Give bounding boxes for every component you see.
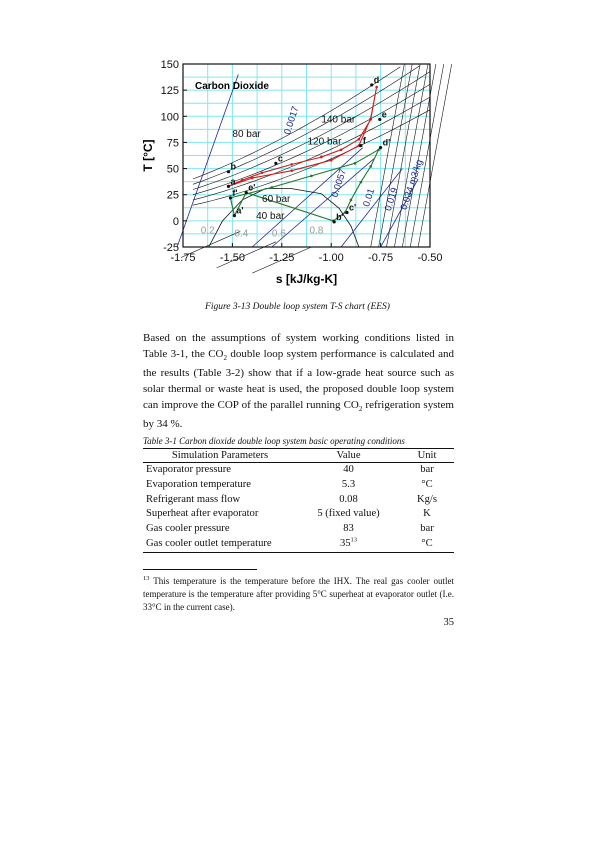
param-cell: Superheat after evaporator (146, 508, 259, 520)
paragraph-part-2: double loop system performance is calculated and the results (Table 3-2) show that if a low-grade heat source such as solar thermal or waste heat is used, the proposed double loop system can improve the COP of the parallel running CO (143, 347, 454, 411)
isobar-label: 120 bar (307, 136, 342, 148)
x-tick-label: -1.00 (318, 252, 344, 264)
table-row (143, 522, 454, 537)
series-point (369, 117, 372, 120)
unit-cell: K (423, 508, 431, 520)
y-tick-label: 0 (172, 215, 179, 228)
series-point (354, 162, 357, 165)
isobar-label: 60 bar (262, 194, 291, 206)
param-cell: Evaporator pressure (146, 464, 232, 475)
paragraph-part-1: Based on the assumptions of system working conditions listed in Table 3-1, the CO (143, 332, 454, 360)
state-point-label: a (230, 176, 236, 187)
state-point-label: b (230, 161, 236, 172)
isochore-label: 0.0017 (282, 104, 302, 137)
param-cell: Evaporation temperature (146, 478, 252, 490)
chart-series (227, 86, 380, 222)
series-point (375, 86, 378, 89)
y-tick-label: 50 (166, 163, 179, 176)
operating-conditions-table (143, 448, 454, 553)
isochore-label: 0.01 (361, 187, 378, 209)
figure-caption: Figure 3-13 Double loop system T-S chart (EES) (205, 302, 390, 312)
series-point (310, 175, 313, 178)
value-cell (297, 478, 400, 493)
x-tick-label: -0.50 (417, 252, 443, 264)
quality-label: 0.8 (309, 225, 324, 237)
page-number: 35 (443, 617, 454, 628)
state-point-label: c (277, 153, 283, 164)
series-point (340, 148, 343, 151)
series-point (261, 171, 264, 174)
series-point (350, 199, 353, 202)
series-point (241, 179, 244, 182)
series-point (290, 163, 293, 166)
footnote-rule (143, 569, 257, 570)
paragraph-part-3: refrigeration system by 34 %. (143, 398, 454, 431)
table-row (143, 537, 454, 552)
series-point (369, 165, 372, 168)
isobar-label: 40 bar (256, 210, 285, 222)
footnote-text: This temperature is the temperature before the IHX. The real gas cooler outlet temperature is the temperature after providing 5°C superheat at evaporator outlet (I.e. 33°C in the current case). (143, 576, 454, 612)
state-point-label: d' (382, 137, 391, 148)
state-point-label: d (373, 74, 380, 85)
isobar-line (193, 97, 430, 200)
y-tick-label: 25 (166, 189, 179, 202)
series-point (330, 159, 333, 162)
series-point (320, 156, 323, 159)
y-axis-label: T [°C] (141, 139, 155, 172)
value-cell (297, 463, 400, 478)
series-point (251, 177, 254, 180)
series-point (271, 186, 274, 189)
value-text: 5.3 (341, 478, 356, 490)
value-cell (297, 537, 400, 552)
series-point (290, 169, 293, 172)
isochore-label: 0.0057 (329, 167, 349, 199)
value-cell (297, 522, 400, 537)
value-cell (297, 493, 400, 508)
param-cell: Refrigerant mass flow (146, 493, 241, 505)
param-cell: Gas cooler pressure (146, 523, 230, 535)
state-point-label: b' (336, 211, 344, 222)
state-point-label: c' (349, 202, 357, 213)
x-tick-label: -1.75 (170, 252, 196, 264)
ts-chart (0, 0, 595, 300)
header-parameters: Simulation Parameters (143, 449, 297, 463)
table-row (143, 493, 454, 508)
state-point-label: f (362, 135, 366, 146)
unit-cell: bar (420, 464, 434, 475)
table-caption: Table 3-1 Carbon dioxide double loop system basic operating conditions (143, 436, 405, 446)
series-point (360, 181, 363, 184)
y-tick-label: 125 (160, 85, 179, 98)
y-tick-label: 150 (160, 59, 179, 71)
series-point (358, 138, 361, 141)
y-tick-label: -25 (163, 242, 179, 254)
value-cell (297, 507, 400, 522)
unit-cell: Kg/s (416, 493, 437, 505)
chart-title: Carbon Dioxide (195, 81, 269, 93)
quality-label: 0.6 (271, 228, 286, 240)
value-text: 35 (339, 537, 351, 549)
header-value: Value (297, 449, 400, 463)
state-point-label: a' (236, 205, 244, 216)
x-axis-label: s [kJ/kg-K] (275, 272, 338, 286)
quality-label: 0.4 (234, 228, 249, 240)
body-paragraph (143, 331, 454, 433)
value-text: 5 (fixed value) (317, 508, 380, 520)
table-row (143, 478, 454, 493)
subscript-2b: 2 (358, 404, 363, 413)
value-text: 40 (343, 464, 354, 475)
state-point-label: e' (248, 182, 256, 193)
y-tick-label: 100 (160, 111, 179, 124)
isochore-label: 0.034 m3/kg (398, 158, 426, 212)
isobar-label: 80 bar (232, 129, 261, 141)
value-text: 0.08 (339, 493, 358, 505)
unit-cell: bar (420, 523, 434, 535)
x-tick-label: -1.25 (269, 252, 295, 264)
param-cell: Gas cooler outlet temperature (143, 537, 297, 552)
subscript-2: 2 (223, 353, 228, 362)
state-point-label: e (381, 109, 387, 120)
isobar-label: 140 bar (321, 114, 356, 126)
footnote-marker: 13 (143, 575, 150, 582)
y-tick-label: 75 (166, 137, 179, 150)
x-tick-label: -0.75 (368, 252, 394, 264)
quality-label: 0.2 (200, 225, 215, 237)
x-tick-label: -1.50 (219, 252, 245, 264)
value-text: 83 (343, 523, 354, 535)
header-unit: Unit (400, 449, 454, 463)
footnote-ref: 13 (350, 536, 358, 544)
footnote (143, 575, 454, 614)
unit-cell: °C (400, 537, 454, 552)
table-row (143, 507, 454, 522)
table-row (143, 463, 454, 478)
table-header-row (143, 449, 454, 463)
state-point-label: f' (232, 187, 238, 198)
isochore-label: 0.019 (382, 186, 401, 213)
unit-cell: °C (421, 478, 433, 490)
